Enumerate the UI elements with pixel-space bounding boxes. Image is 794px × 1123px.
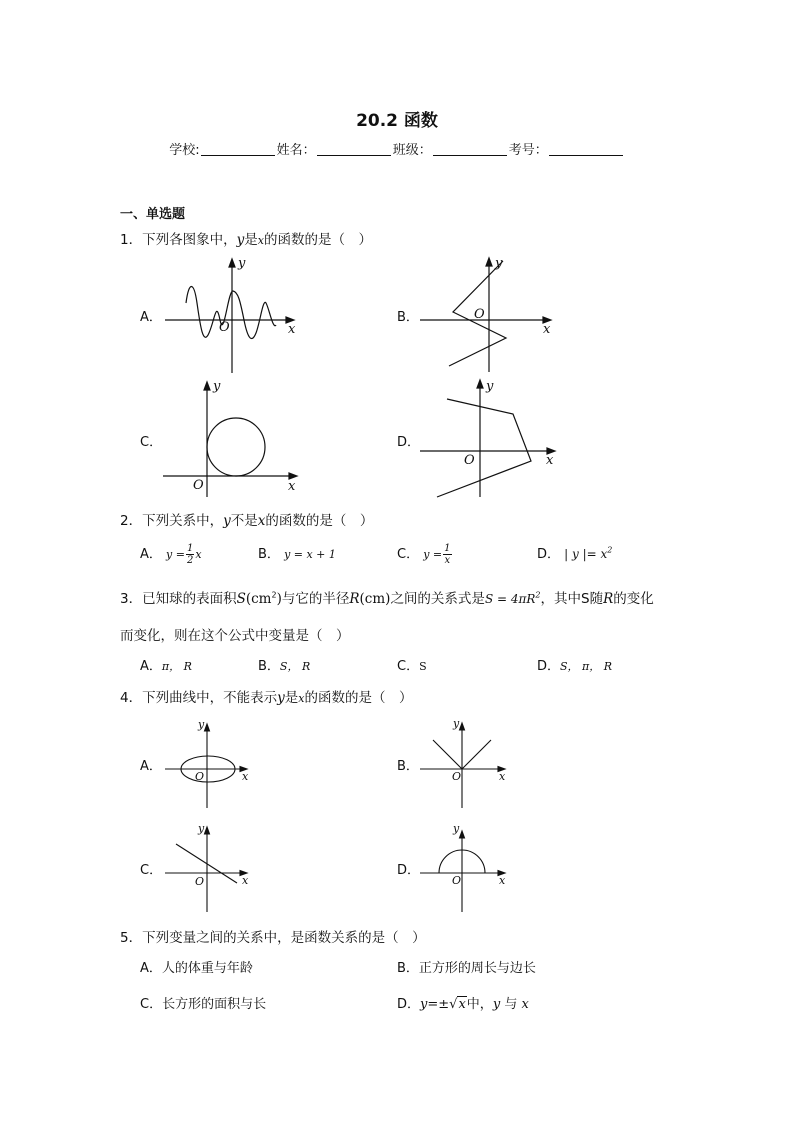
q4-option-d-label[interactable]: D． xyxy=(397,863,421,878)
var-x: x xyxy=(257,234,264,247)
option-label: B． xyxy=(397,961,419,976)
stem-text: 下列各图象中， xyxy=(142,232,237,248)
q1-option-b-label[interactable]: B． xyxy=(397,310,419,325)
formula: S = 4πR xyxy=(484,592,536,606)
stem-text: 不是 xyxy=(230,513,258,529)
x-label: x xyxy=(499,770,506,783)
q1-option-a-label[interactable]: A． xyxy=(140,310,162,325)
option-text: 人的体重与年龄 xyxy=(161,961,253,976)
option-label: D． xyxy=(537,659,561,674)
origin-label: O xyxy=(452,770,462,783)
var-x: x xyxy=(257,513,266,529)
unit: ) xyxy=(276,591,282,607)
q1-option-c-label[interactable]: C． xyxy=(140,435,163,450)
y-label: y xyxy=(453,717,460,730)
q4-option-c-label[interactable]: C． xyxy=(140,863,163,878)
option-text: S， π， R xyxy=(560,660,613,673)
var-y: y xyxy=(492,997,501,1012)
q5-option-a[interactable] xyxy=(140,957,253,976)
question-5-stem: 5．下列变量之间的关系中，是函数关系的是（ ） xyxy=(120,930,426,946)
x-label: x xyxy=(543,322,551,337)
var-s: S xyxy=(236,591,246,607)
stem-text: ，其中S随 xyxy=(540,591,604,607)
var-x: x xyxy=(521,997,529,1012)
exponent: 2 xyxy=(607,545,613,555)
var-r: R xyxy=(349,591,360,607)
formula-var: x xyxy=(195,548,202,561)
stem-text: 是 xyxy=(244,232,258,248)
option-text: 中， xyxy=(466,997,493,1012)
option-text: π， R xyxy=(161,660,192,673)
exponent: 2 xyxy=(271,590,277,600)
option-text: S， R xyxy=(279,660,311,673)
x-label: x xyxy=(546,453,554,468)
y-axis-arrow xyxy=(460,831,465,838)
sqrt-sign: √ xyxy=(449,997,458,1012)
option-text: 正方形的周长与边长 xyxy=(418,961,536,976)
exponent: 2 xyxy=(535,590,541,600)
option-label: A． xyxy=(140,547,162,562)
option-text: 长方形的面积与长 xyxy=(162,997,267,1012)
y-label: y xyxy=(198,822,205,835)
formula: y=± xyxy=(420,997,450,1012)
var-y: y xyxy=(277,690,285,706)
var-r: R xyxy=(603,591,614,607)
section-heading: 一、单选题 xyxy=(120,207,186,222)
y-label: y xyxy=(486,379,494,394)
y-label: y xyxy=(238,256,246,271)
stem-text: 与它的半径 xyxy=(281,591,350,607)
id-label: 考号： xyxy=(508,143,548,158)
q4-option-b-label[interactable]: B． xyxy=(397,759,419,774)
name-label: 姓名： xyxy=(276,143,316,158)
sqrt-radicand: x xyxy=(458,997,466,1012)
option-label: D． xyxy=(537,547,561,562)
q5-option-c[interactable] xyxy=(140,993,266,1012)
stem-text: 3．已知球的表面积 xyxy=(120,591,237,607)
stem-text: 下列曲线中，不能表示 xyxy=(142,690,278,706)
question-number: 1． xyxy=(120,232,143,248)
stem-text: 的变化 xyxy=(613,591,654,607)
x-label: x xyxy=(288,322,296,337)
var-x: x xyxy=(298,692,305,705)
unit: (cm xyxy=(245,591,272,607)
question-3-stem-line-2: 而变化，则在这个公式中变量是（ ） xyxy=(120,628,350,644)
option-label: C． xyxy=(140,997,163,1012)
option-label: D． xyxy=(397,997,421,1012)
class-label: 班级： xyxy=(392,143,432,158)
stem-text: 下列关系中， xyxy=(142,513,224,529)
x-label: x xyxy=(288,479,296,494)
origin-label: O xyxy=(219,320,230,335)
y-label: y xyxy=(213,379,221,394)
stem-text: 的函数的是（ ） xyxy=(304,690,413,706)
stem-text: 的函数的是（ ） xyxy=(265,513,374,529)
origin-label: O xyxy=(452,874,462,887)
fraction: $\frac{1}{2}$ xyxy=(186,543,194,566)
fraction: $\frac{1}{x}$ xyxy=(444,543,451,566)
q4-option-a-label[interactable]: A． xyxy=(140,759,162,774)
option-label: B． xyxy=(258,547,280,562)
formula-lhs: y = xyxy=(423,548,443,561)
x-label: x xyxy=(242,770,249,783)
q5-option-b[interactable] xyxy=(397,957,536,976)
stem-text: 之间的关系式是 xyxy=(390,591,485,607)
origin-label: O xyxy=(193,478,204,493)
q5-option-d[interactable] xyxy=(397,993,529,1012)
formula-lhs: y = xyxy=(166,548,185,561)
q1-option-d-label[interactable]: D． xyxy=(397,435,421,450)
x-label: x xyxy=(499,874,506,887)
option-label: C． xyxy=(397,547,420,562)
formula: y = x + 1 xyxy=(284,548,336,561)
option-label: B． xyxy=(258,659,280,674)
option-label: A． xyxy=(140,961,162,976)
question-number: 2． xyxy=(120,513,143,529)
option-text: S xyxy=(419,660,427,673)
origin-label: O xyxy=(195,770,205,783)
option-label: A． xyxy=(140,659,162,674)
page-title: 20.2 函数 xyxy=(356,111,438,131)
option-label: C． xyxy=(397,659,420,674)
var-y: y xyxy=(223,513,231,529)
question-number: 4． xyxy=(120,690,143,706)
origin-label: O xyxy=(195,875,205,888)
stem-text: 是 xyxy=(284,690,299,706)
y-label: y xyxy=(453,822,460,835)
option-text: 与 xyxy=(504,997,518,1012)
y-label: y xyxy=(495,256,503,271)
stem-text: 的函数的是（ ） xyxy=(263,232,372,248)
school-label: 学校: xyxy=(169,143,200,158)
x-label: x xyxy=(242,874,249,887)
unit: (cm) xyxy=(359,591,391,607)
var-y: y xyxy=(236,232,245,248)
origin-label: O xyxy=(464,453,475,468)
origin-label: O xyxy=(474,307,485,322)
y-label: y xyxy=(198,718,205,731)
formula: | y |= x xyxy=(564,547,608,561)
